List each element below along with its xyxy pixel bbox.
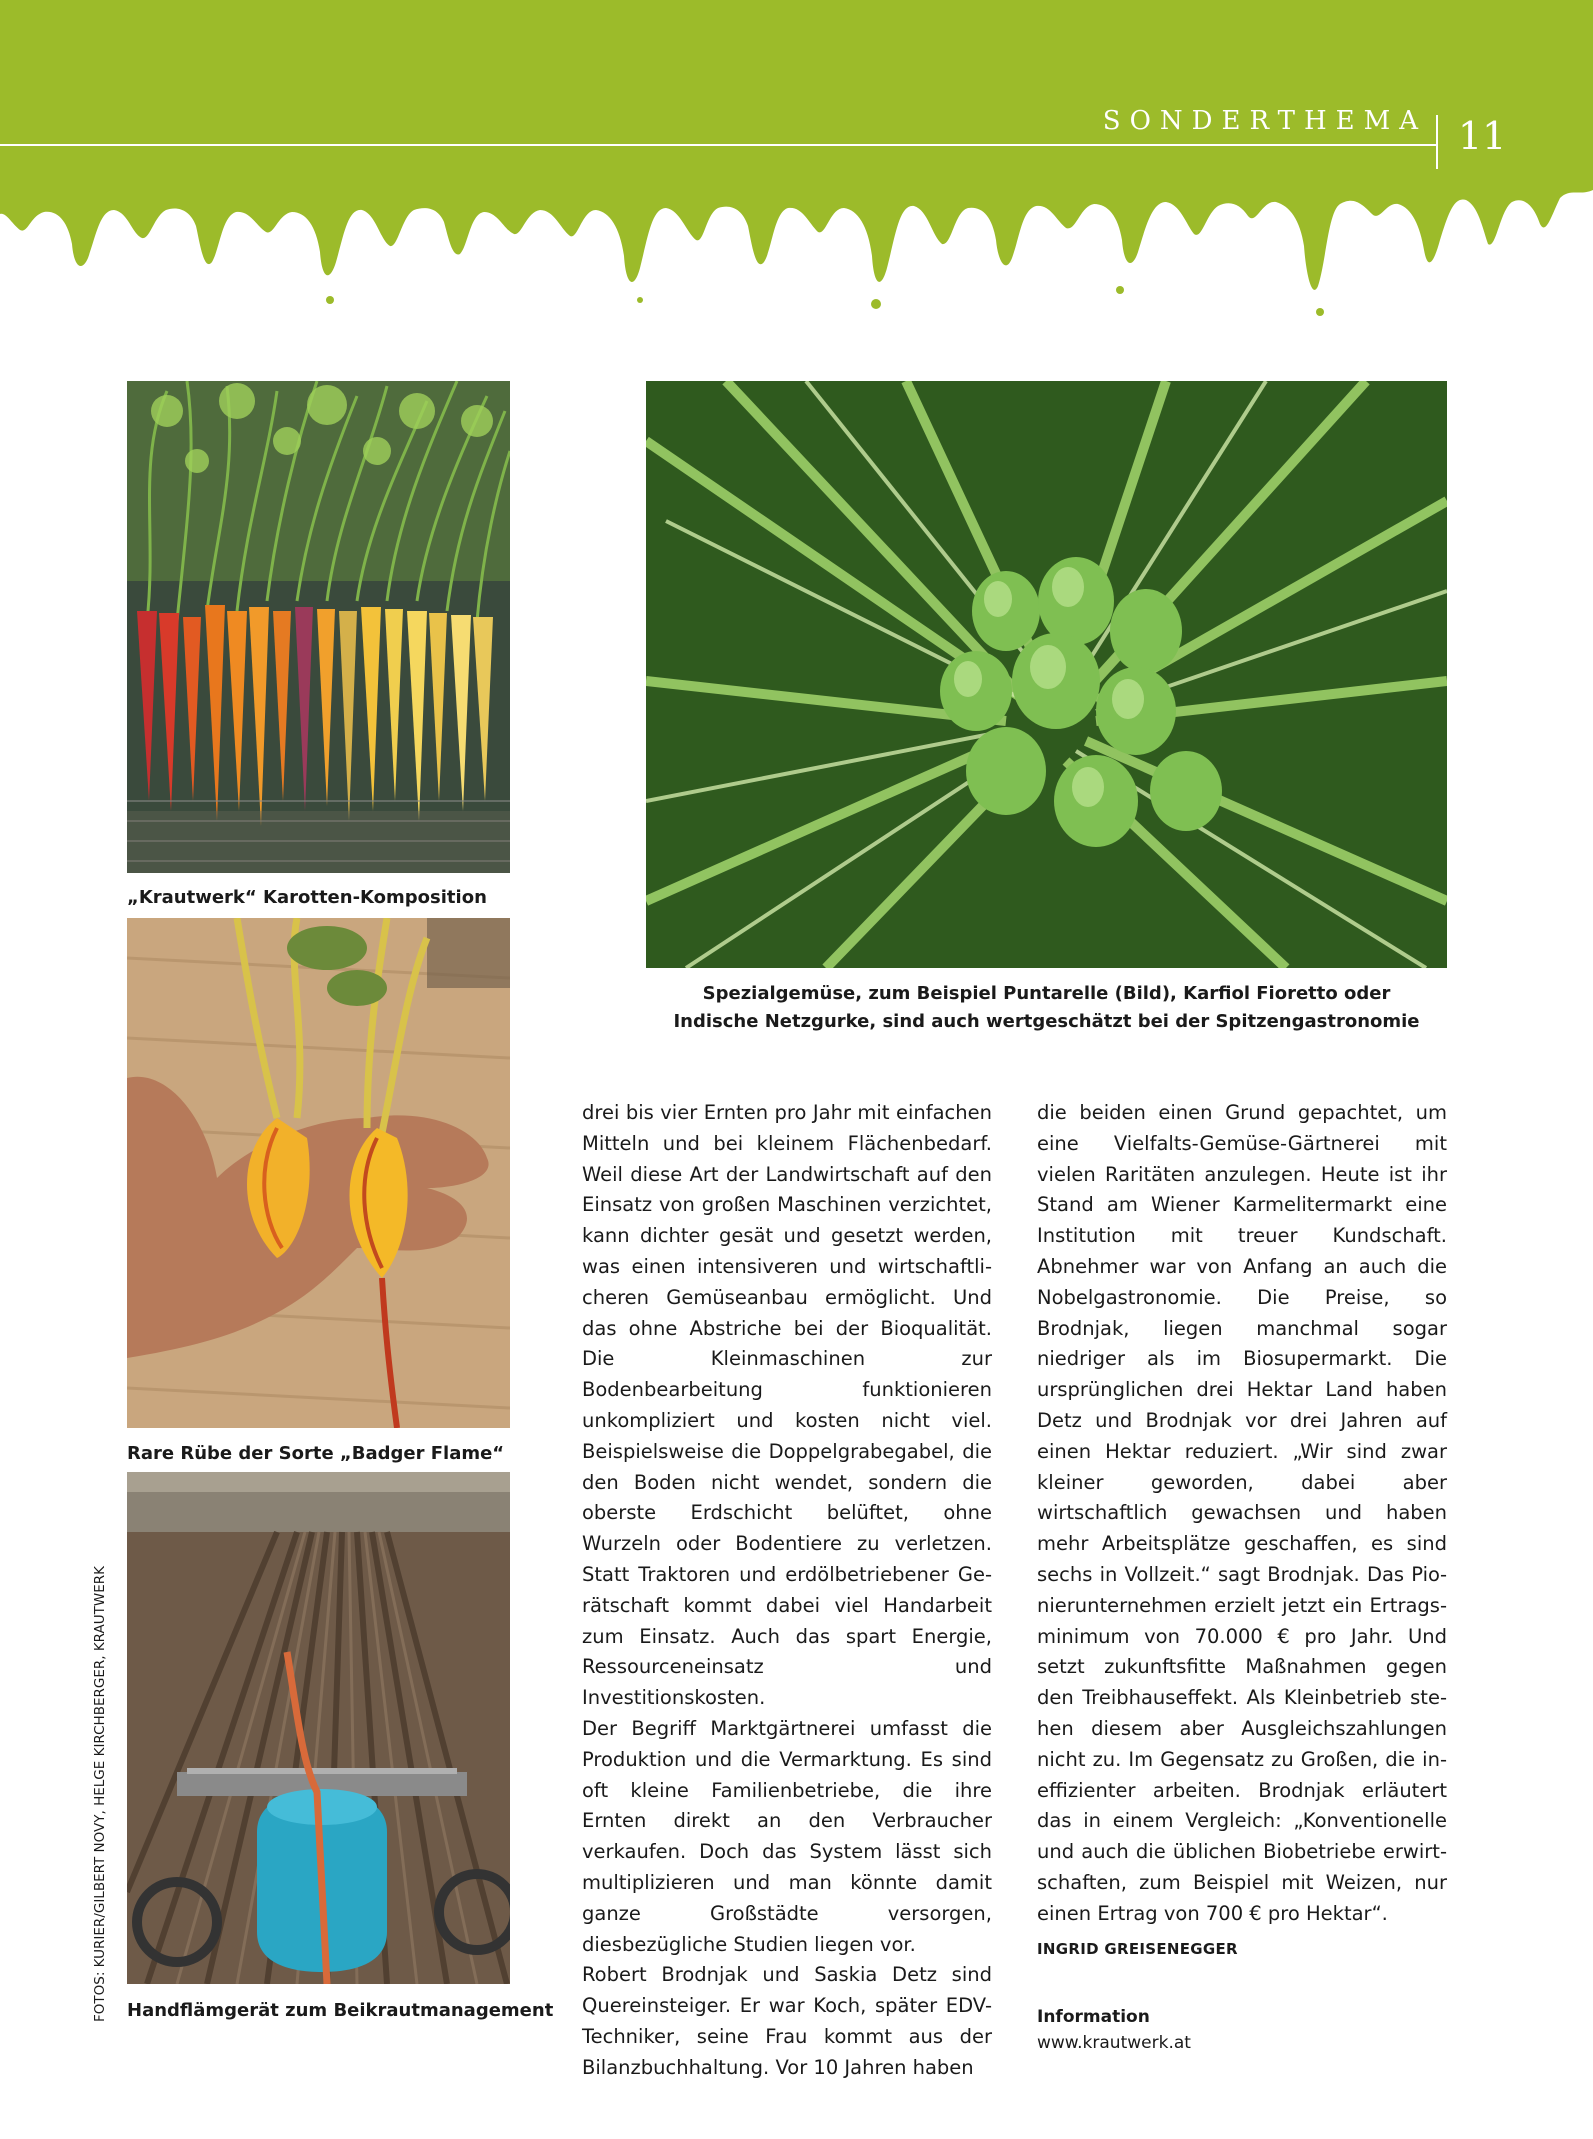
article-column-1 [582,1098,992,2084]
header-rule [0,144,1436,146]
puntarelle-caption-line-1: Spezialgemüse, zum Beispiel Puntarelle (Bild), Karfiol Fioretto oder [702,983,1391,1004]
beets-photo [127,918,510,1428]
flame-weeder-photo [127,1472,510,1984]
article-paragraph: drei bis vier Ernten pro Jahr mit einfachen Mitteln und bei kleinem Flächenbedarf. Weil diese Art der Landwirtschaft auf den Einsatz von großen Maschinen verzichtet, kann dichter gesät und gesetzt werden, was einen intensiveren und wirtschaftlicheren Gemüseanbau ermöglicht. Und das ohne Abstriche bei der Bioqualität. Die Kleinmaschinen zur Bodenbearbeitung funktionieren unkompliziert und kosten nicht viel. Beispielsweise die Doppelgrabegabel, die den Boden nicht wendet, sondern die oberste Erdschicht belüftet, ohne Wurzeln oder Bodentiere zu verletzen. Statt Traktoren und erdölbetriebener Gerätschaft kommt dabei viel Handarbeit zum Einsatz. Auch das spart Energie, Ressourceneinsatz und Investitionskosten. [582,1101,992,1710]
carrots-caption: „Krautwerk“ Karotten-Komposition [127,887,487,908]
green-splash-banner [0,0,1593,340]
header-band [0,0,1593,340]
section-title: SONDERTHEMA [1102,106,1427,136]
photo-credit: FOTOS: KURIER/GILBERT NOVY, HELGE KIRCHBERGER, KRAUTWERK [92,1566,108,2022]
author-name: INGRID GREISENEGGER [1037,1939,1238,1958]
puntarelle-caption [646,980,1447,1036]
article-paragraph: Der Begriff Marktgärtnerei umfasst die Produktion und die Vermarktung. Es sind oft kleine Familienbetriebe, die ihre Ernten direkt an den Verbraucher verkaufen. Doch das System lässt sich multiplizieren und man könnte damit ganze Großstädte versorgen, diesbezügliche Studien liegen vor. [582,1716,992,1956]
header-rule-divider [1436,115,1438,169]
puntarelle-caption-line-2: Indische Netzgurke, sind auch wertgeschätzt bei der Spitzengastronomie [673,1011,1420,1032]
puntarelle-photo [646,381,1447,968]
page-number: 11 [1458,114,1507,158]
info-heading: Information [1037,2007,1150,2028]
article-paragraph: die beiden einen Grund gepachtet, um eine Vielfalts-Gemüse-Gärtnerei mit vielen Raritäten anzulegen. Heute ist ihr Stand am Wiener Karmelitermarkt eine Institution mit treuer Kundschaft. Abnehmer war von Anfang an auch die Nobelgastronomie. Die Preise, so Brodnjak, liegen manchmal sogar niedriger als im Biosupermarkt. Die ursprünglichen drei Hektar Land haben Detz und Brodnjak vor drei Jahren auf einen Hektar reduziert. „Wir sind zwar kleiner geworden, dabei aber wirtschaftlich gewachsen und haben mehr Arbeitsplätze geschaffen, es sind sechs in Vollzeit.“ sagt Brodnjak. Das Pionierunternehmen erzielt jetzt ein Ertragsminimum von 70.000 € pro Jahr. Und setzt zukunftsfitte Maßnahmen gegen den Treibhauseffekt. Als Kleinbetrieb stehen diesem aber Ausgleichszahlungen nicht zu. Im Gegensatz zu Großen, die ineffizienter arbeiten. Brodnjak erläutert das in einem Vergleich: „Konventionelle und auch die üblichen Biobetriebe erwirtschaften, zum Beispiel mit Weizen, nur einen Ertrag von 700 € pro Hektar“. [1037,1101,1447,1925]
flame-weeder-caption: Handflämgerät zum Beikrautmanagement [127,2000,554,2021]
info-website-link[interactable]: www.krautwerk.at [1037,2033,1191,2054]
article-paragraph: Robert Brodnjak und Saskia Detz sind Quereinsteiger. Er war Koch, später EDV-Techniker, seine Frau kommt aus der Bilanzbuchhaltung. Vor 10 Jahren haben [582,1963,992,2079]
article-column-2 [1037,1098,1447,2056]
beets-caption: Rare Rübe der Sorte „Badger Flame“ [127,1443,505,1464]
carrots-photo [127,381,510,873]
